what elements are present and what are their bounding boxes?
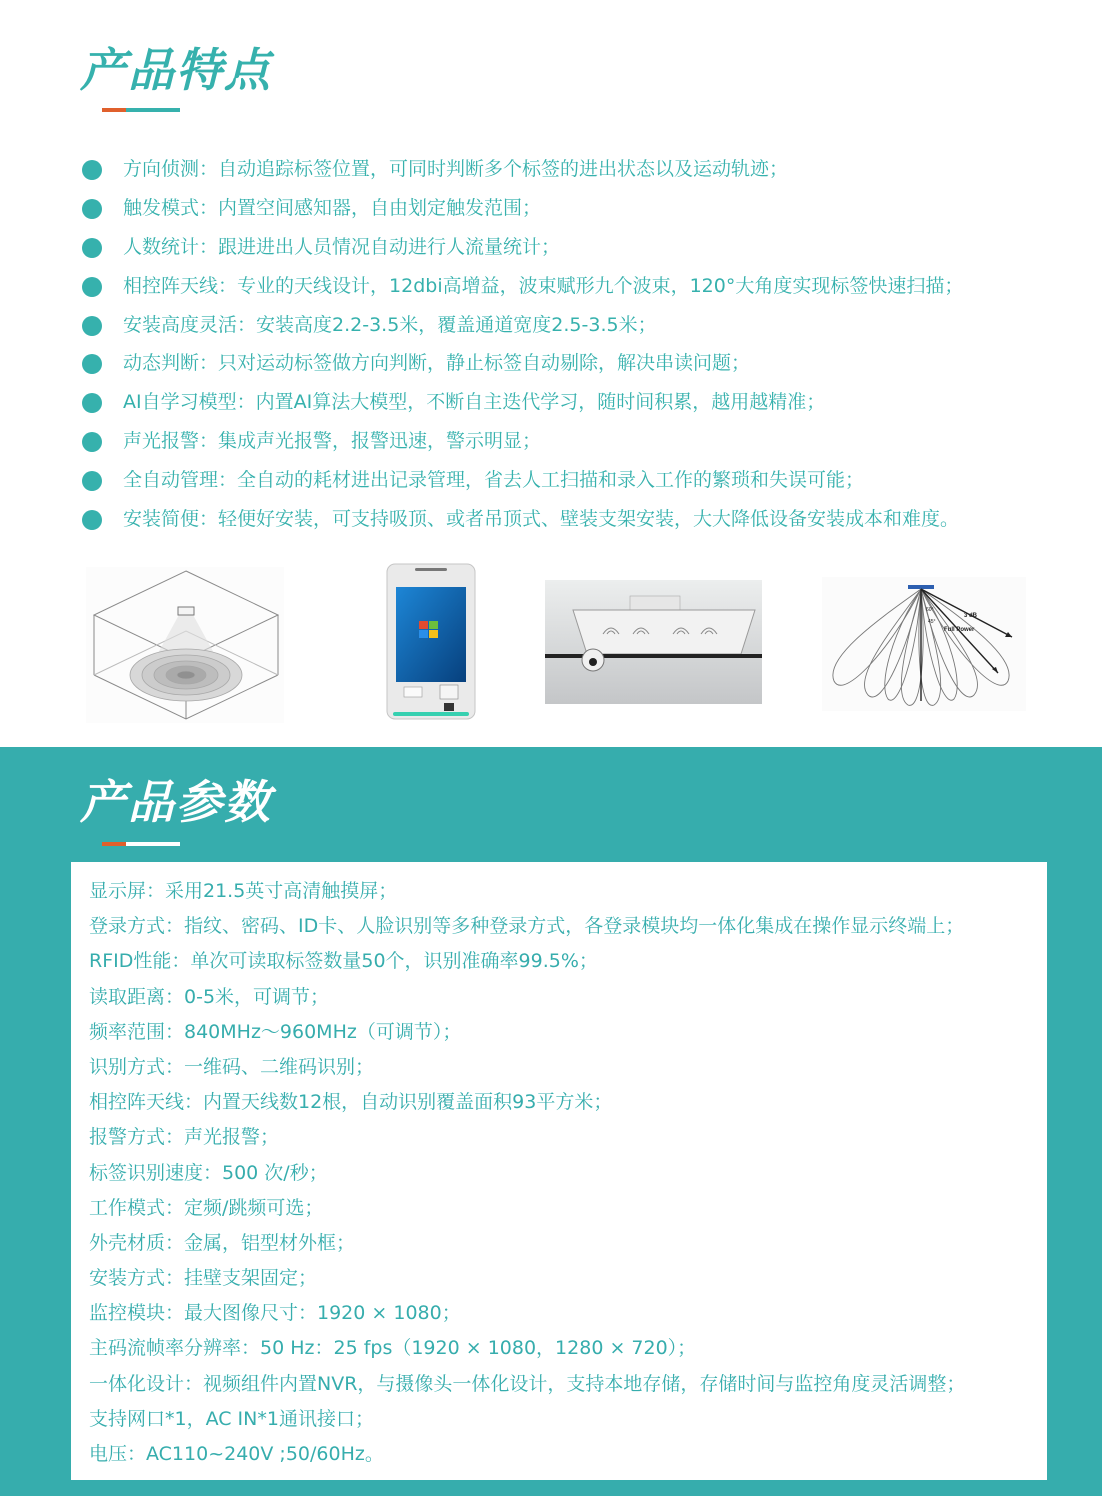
terminal-kiosk-illustration <box>385 563 477 721</box>
bullet-dot-icon <box>82 277 102 297</box>
bullet-dot-icon <box>82 160 102 180</box>
params-list <box>89 874 965 1472</box>
feature-label: 全自动管理： <box>123 469 238 492</box>
feature-text: 只对运动标签做方向判断，静止标签自动剔除，解决串读问题； <box>218 352 751 375</box>
feature-text: 内置空间感知器，自由划定触发范围； <box>218 196 542 219</box>
bullet-dot-icon <box>82 316 102 336</box>
feature-item <box>82 463 1072 502</box>
feature-item <box>82 230 1072 269</box>
params-box <box>71 862 1047 1480</box>
detection-area-illustration <box>86 567 284 723</box>
param-item: 安装方式：挂壁支架固定； <box>89 1267 318 1290</box>
beam-db-label: 3 dB <box>964 613 978 619</box>
feature-item <box>82 385 1072 424</box>
bullet-dot-icon <box>82 471 102 491</box>
params-title-underline <box>102 842 180 846</box>
feature-label: AI自学习模型： <box>123 391 256 414</box>
param-item: 频率范围：840MHz～960MHz（可调节）； <box>89 1020 462 1043</box>
feature-item <box>82 308 1072 347</box>
param-item: 报警方式：声光报警； <box>89 1126 280 1149</box>
param-item: 监控模块：最大图像尺寸：1920 × 1080； <box>89 1302 461 1325</box>
feature-label: 相控阵天线： <box>123 274 238 297</box>
feature-text: 自动追踪标签位置，可同时判断多个标签的进出状态以及运动轨迹； <box>218 158 789 180</box>
bullet-dot-icon <box>82 238 102 258</box>
param-item: 主码流帧率分辨率：50 Hz：25 fps（1920 × 1080，1280 × 720）； <box>89 1337 697 1360</box>
feature-label: 人数统计： <box>123 235 219 258</box>
feature-item <box>82 502 1072 541</box>
feature-item <box>82 346 1072 385</box>
feature-text: 安装高度2.2-3.5米，覆盖通道宽度2.5-3.5米； <box>256 313 657 336</box>
feature-item <box>82 269 1072 308</box>
feature-label: 安装高度灵活： <box>123 313 257 336</box>
feature-text: 内置AI算法大模型，不断自主迭代学习，随时间积累，越用越精准； <box>255 391 826 414</box>
beam-pattern-diagram <box>822 577 1026 711</box>
feature-item <box>82 191 1072 230</box>
bullet-dot-icon <box>82 393 102 413</box>
param-item: 读取距离：0-5米，可调节； <box>89 985 330 1008</box>
feature-label: 动态判断： <box>123 352 219 375</box>
feature-text: 跟进进出人员情况自动进行人流量统计； <box>218 235 561 258</box>
features-list <box>82 152 1072 541</box>
beam-angle-b-label: 45° <box>928 619 936 625</box>
beam-angle-a-label: 60° <box>926 607 934 613</box>
bullet-dot-icon <box>82 510 102 530</box>
param-item: 一体化设计：视频组件内置NVR，与摄像头一体化设计，支持本地存储，存储时间与监控角度灵活调整； <box>89 1372 966 1395</box>
feature-text: 集成声光报警，报警迅速，警示明显； <box>218 430 542 453</box>
feature-text: 轻便好安装，可支持吸顶、或者吊顶式、壁装支架安装，大大降低设备安装成本和难度。 <box>218 508 960 531</box>
ceiling-antenna-photo <box>545 580 762 704</box>
feature-text: 专业的天线设计，12dbi高增益，波束赋形九个波束，120°大角度实现标签快速扫描； <box>237 274 964 297</box>
bullet-dot-icon <box>82 432 102 452</box>
bullet-dot-icon <box>82 199 102 219</box>
features-title: 产品特点 <box>80 43 272 97</box>
params-title: 产品参数 <box>80 775 272 829</box>
param-item: 支持网口*1，AC IN*1通讯接口； <box>89 1407 374 1430</box>
feature-label: 声光报警： <box>123 430 219 453</box>
feature-text: 全自动的耗材进出记录管理，省去人工扫描和录入工作的繁琐和失误可能； <box>237 469 865 492</box>
param-item: 显示屏：采用21.5英寸高清触摸屏； <box>89 880 398 902</box>
param-item: 相控阵天线：内置天线数12根，自动识别覆盖面积93平方米； <box>89 1091 613 1114</box>
feature-label: 方向侦测： <box>123 158 219 180</box>
param-item: 外壳材质：金属，铝型材外框； <box>89 1231 356 1254</box>
param-item: 登录方式：指纹、密码、ID卡、人脸识别等多种登录方式，各登录模块均一体化集成在操作显示终端上； <box>89 915 965 938</box>
param-item: 电压：AC110~240V ;50/60Hz。 <box>89 1443 384 1465</box>
beam-power-label: Full Power <box>944 627 975 633</box>
feature-label: 触发模式： <box>123 196 219 219</box>
param-item: RFID性能：单次可读取标签数量50个，识别准确率99.5%； <box>89 950 598 973</box>
bullet-dot-icon <box>82 354 102 374</box>
features-title-underline <box>102 108 180 112</box>
param-item: 标签识别速度：500 次/秒； <box>89 1161 328 1184</box>
param-item: 工作模式：定频/跳频可选； <box>89 1196 324 1219</box>
feature-label: 安装简便： <box>123 508 219 531</box>
feature-item <box>82 424 1072 463</box>
feature-item <box>82 152 1072 191</box>
param-item: 识别方式：一维码、二维码识别； <box>89 1055 375 1078</box>
